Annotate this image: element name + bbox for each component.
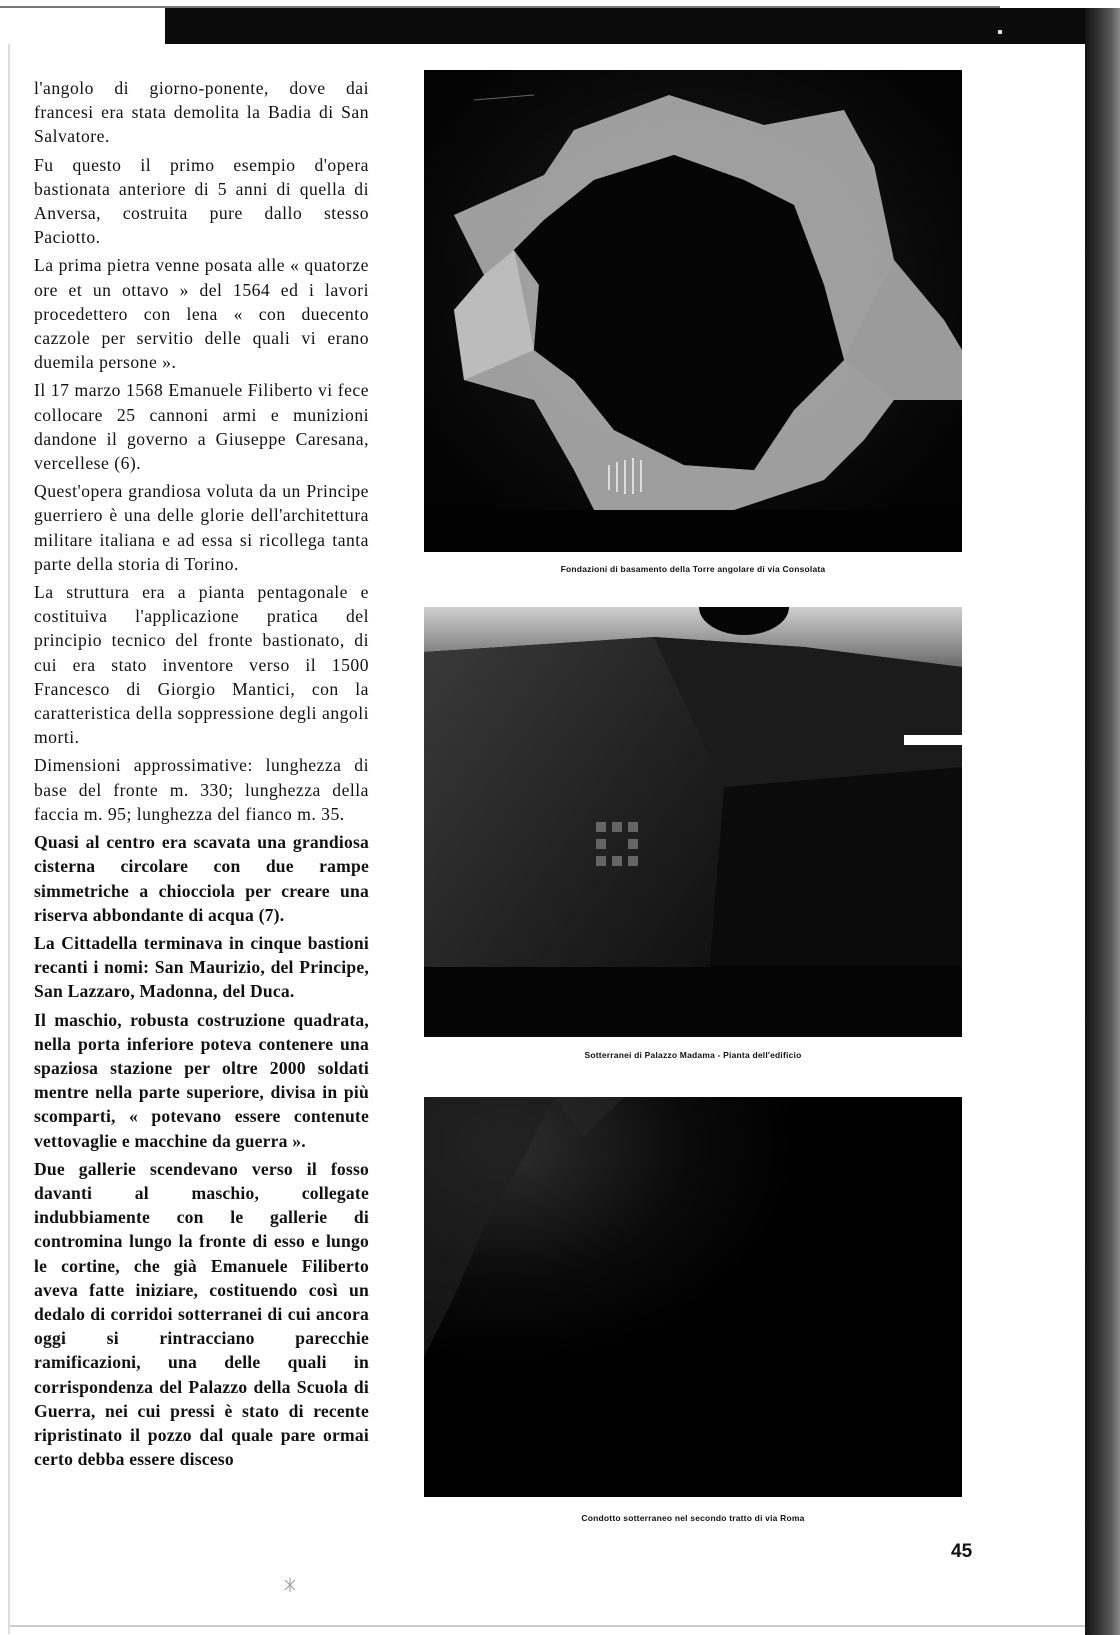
- top-dot: [998, 30, 1002, 34]
- paragraph-3: La prima pietra venne posata alle « quatorze ore et un ottavo » del 1564 ed i lavori procedettero con lena « con duecento cazzole per servitio delle quali vi erano duemila persone ».: [34, 255, 369, 373]
- photo-underground-conduit: [424, 1097, 962, 1497]
- paragraph-2: Fu questo il primo esempio d'opera bastionata anteriore di 5 anni di quella di Anversa, costruita pure dallo stesso Paciotto.: [34, 154, 369, 248]
- right-page-edge: [1085, 8, 1120, 1635]
- article-text-column: [34, 76, 369, 1475]
- paragraph-4: Il 17 marzo 1568 Emanuele Filiberto vi fece collocare 25 cannoni armi e munizioni dandone il governo a Giuseppe Caresana, vercellese (6).: [34, 380, 369, 474]
- top-rule: [0, 6, 1000, 8]
- caption-photo-3: Condotto sotterraneo nel secondo tratto di via Roma: [581, 1513, 805, 1523]
- paragraph-11: Due gallerie scendevano verso il fosso davanti al maschio, collegate indubbiamente con le gallerie di contromina lungo la fronte di esso e lungo le cortine, che già Emanuele Filiberto aveva fatte iniziare, costituendo così un dedalo di corridoi sotterranei di cui ancora oggi si rintracciano parecchie ramificazioni, una delle quali in corrispondenza del Palazzo della Scuola di Guerra, nei cui pressi è stato di recente ripristinato il pozzo dal quale pare ormai certo debba essere disceso: [34, 1158, 369, 1470]
- paragraph-7: Dimensioni approssimative: lunghezza di base del fronte m. 330; lunghezza della faccia m. 95; lunghezza del fianco m. 35.: [34, 755, 369, 824]
- paragraph-6: La struttura era a pianta pentagonale e costituiva l'applicazione pratica del principio tecnico del fronte bastionato, di cui era stato inventore verso il 1500 Francesco di Giorgio Mantici, con la caratteristica della soppressione degli angoli morti.: [34, 582, 369, 748]
- ink-smudge: [283, 1578, 297, 1592]
- page-number: 45: [951, 1541, 973, 1562]
- paragraph-10: Il maschio, robusta costruzione quadrata, nella porta inferiore poteva contenere una spaziosa stazione per oltre 2000 soldati mentre nella parte superiore, divisa in più scomparti, « potevano essere contenute vettovaglie e macchine da guerra ».: [34, 1009, 369, 1151]
- photo-tower-foundations: [424, 70, 962, 552]
- paragraph-1: l'angolo di giorno-ponente, dove dai francesi era stata demolita la Badia di San Salvatore.: [34, 78, 369, 147]
- left-scan-edge: [8, 44, 10, 1634]
- bottom-scan-edge: [10, 1625, 1085, 1627]
- paragraph-8: Quasi al centro era scavata una grandiosa cisterna circolare con due rampe simmetriche a chiocciola per creare una riserva abbondante di acqua (7).: [34, 832, 369, 925]
- paragraph-9: La Cittadella terminava in cinque bastioni recanti i nomi: San Maurizio, del Principe, San Lazzaro, Madonna, del Duca.: [34, 932, 369, 1002]
- top-black-band: [165, 8, 1120, 44]
- photo-palazzo-madama-underground: [424, 607, 962, 1037]
- caption-photo-2: Sotterranei di Palazzo Madama - Pianta dell'edificio: [584, 1050, 802, 1060]
- caption-photo-1: Fondazioni di basamento della Torre angolare di via Consolata: [560, 564, 826, 574]
- paragraph-5: Quest'opera grandiosa voluta da un Principe guerriero è una delle glorie dell'architettura militare italiana e ad essa si ricollega tanta parte della storia di Torino.: [34, 481, 369, 574]
